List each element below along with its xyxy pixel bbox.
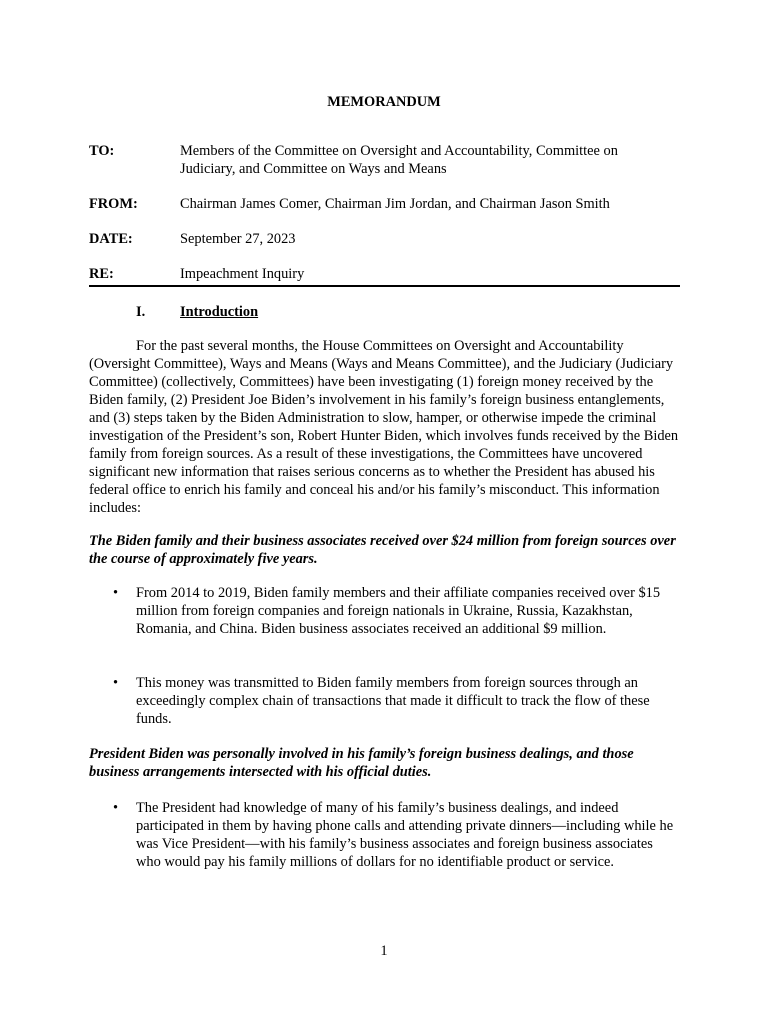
- intro-paragraph: For the past several months, the House Committees on Oversight and Accountability (Oversight Committee), Ways and Means (Ways and Means Committee), and the Judiciary (Judiciary Committee) (collectively, Committees) have been investigating (1) foreign money received by the Biden family, (2) President Joe Biden’s involvement in his family’s foreign business entanglements, and (3) steps taken by the Biden Administration to slow, hamper, or otherwise impede the criminal investigation of the President’s son, Robert Hunter Biden, which involves funds received by the Biden family from foreign sources. As a result of these investigations, the Committees have uncovered significant new information that raises serious concerns as to whether the President has abused his federal office to enrich his family and conceal his and/or his family’s misconduct. This information includes:: [89, 338, 679, 516]
- to-label: TO:: [89, 143, 115, 159]
- re-label: RE:: [89, 266, 114, 282]
- finding-heading-2: President Biden was personally involved in his family’s foreign business dealings, and those business arrangements intersected with his official duties.: [89, 746, 634, 780]
- bullet-icon: •: [113, 800, 119, 816]
- list-item-text: This money was transmitted to Biden family members from foreign sources through an exceedingly complex chain of transactions that made it difficult to track the flow of these funds.: [136, 675, 650, 727]
- date-value: September 27, 2023: [180, 231, 296, 247]
- re-value: Impeachment Inquiry: [180, 266, 305, 282]
- from-label: FROM:: [89, 196, 138, 212]
- list-item-text: The President had knowledge of many of his family’s business dealings, and indeed participated in them by having phone calls and attending private dinners—including while he was Vice President—with his family’s business associates and foreign business associates who would pay his family millions of dollars for no identifiable product or service.: [136, 800, 674, 870]
- section-number: I.: [136, 304, 146, 320]
- to-value: Members of the Committee on Oversight and Accountability, Committee on Judiciary, and Committee on Ways and Means: [180, 143, 618, 177]
- page-number: 1: [380, 943, 388, 959]
- list-item-text: From 2014 to 2019, Biden family members and their affiliate companies received over $15 million from foreign companies and foreign nationals in Ukraine, Russia, Kazakhstan, Romania, and China. Biden business associates received an additional $9 million.: [136, 585, 661, 637]
- date-label: DATE:: [89, 231, 133, 247]
- memo-title: MEMORANDUM: [327, 94, 441, 110]
- section-title: Introduction: [180, 304, 259, 320]
- header-divider: [89, 285, 680, 287]
- bullet-icon: •: [113, 675, 119, 691]
- from-value: Chairman James Comer, Chairman Jim Jordan, and Chairman Jason Smith: [180, 196, 610, 212]
- finding-heading-1: The Biden family and their business associates received over $24 million from foreign sources over the course of approximately five years.: [89, 533, 676, 567]
- bullet-icon: •: [113, 585, 119, 601]
